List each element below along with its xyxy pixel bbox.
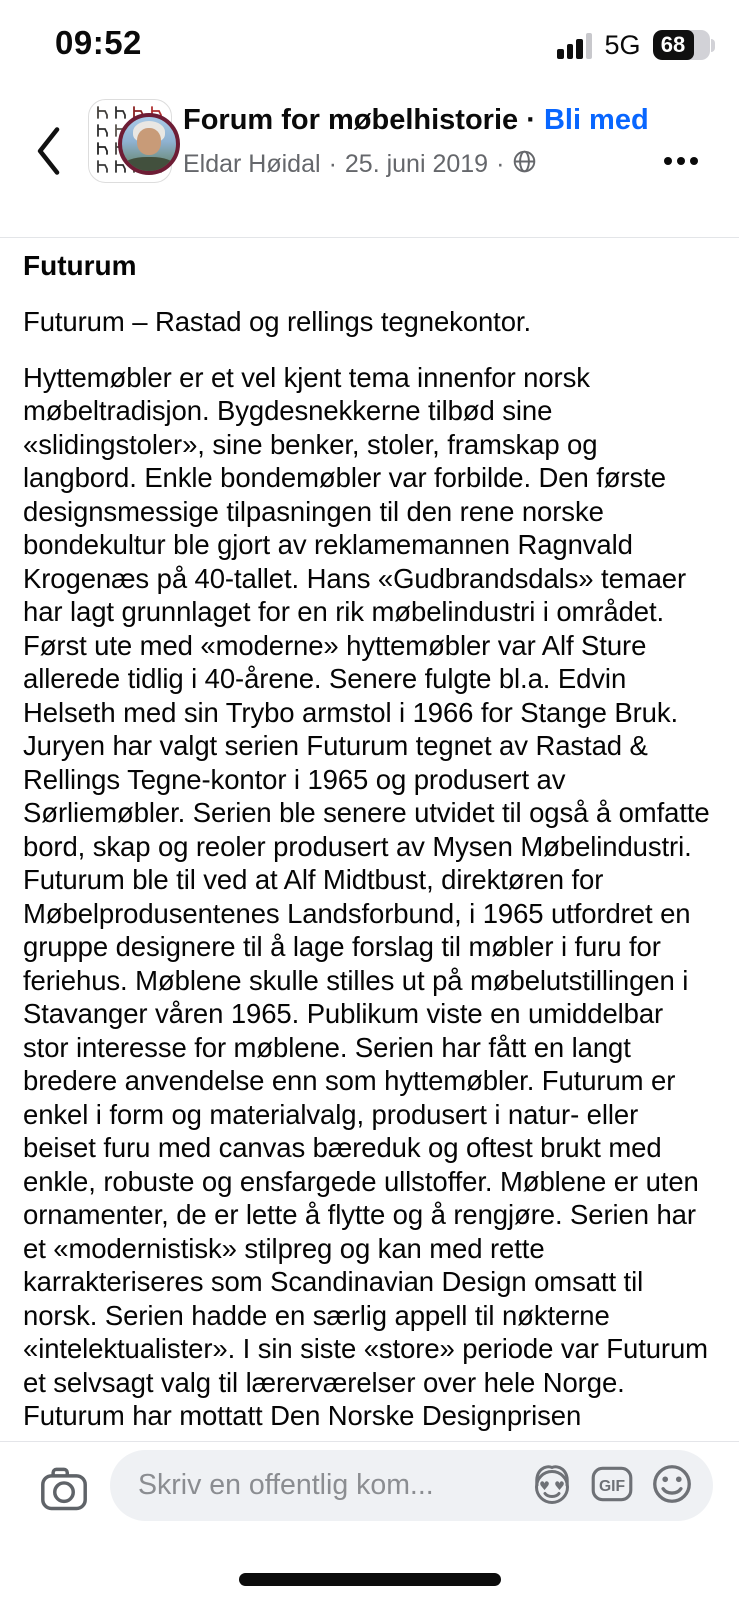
post-meta <box>183 147 661 181</box>
avatar-face <box>137 128 161 155</box>
more-button[interactable] <box>655 146 707 176</box>
svg-text:♥: ♥ <box>554 1479 565 1493</box>
post-body <box>0 239 739 1600</box>
battery-icon <box>653 30 716 60</box>
post-paragraph: Futurum – Rastad og rellings tegnekontor. <box>23 306 531 337</box>
avatar-heart-eyes-icon <box>529 1461 575 1510</box>
group-name[interactable]: Forum for møbelhistorie <box>183 104 519 136</box>
post-paragraph: Hyttemøbler er et vel kjent tema innenfor norsk møbeltradisjon. Bygdesnekkerne tilbød sine «slidingstoler», sine benker, stoler, framskap og langbord. Enkle bondemøbler var forbilde. Den første designsmessige tilpasningen til den rene norske bondekultur ble gjort av reklamemannen Ragnvald Krogenæs på 40-tallet. Hans «Gudbrandsdals» temaer har lagt grunnlaget for en rik møbelindustri i området. Først ute med «moderne» hyttemøbler var Alf Sture allerede tidlig i 40-årene. Senere fulgte bl.a. Edvin Helseth med sin Trybo armstol i 1966 for Stange Bruk. Juryen har valgt serien Futurum tegnet av Rastad & Rellings Tegne-kontor i 1965 og produsert av Sørliemøbler. Serien ble senere utvidet til også å omfatte bord, skap og reoler produsert av Mysen Møbelindustri. Futurum ble til ved at Alf Midtbust, direktøren for Møbelprodusentenes Landsforbund, i 1965 utfordret en gruppe designere til å lage forslag til møbler i furu for feriehus. Møblene skulle stilles ut på møbelutstillingen i Stavanger våren 1965. Publikum viste en umiddelbar stor interesse for møblene. Serien har fått en langt bredere anvendelse enn som hyttemøbler. Futurum er enkel i form og materialvalg, produsert i natur- eller beiset furu med canvas bæreduk og oftest brukt med enkle, robuste og ensfargede ullstoffer. Møblene er uten ornamenter, de er lette å flytte og å rengjøre. Serien har et «modernistisk» stilpreg og kan med rette karrakteriseres som Scandinavian Design omsatt til norsk. Serien hadde en særlig appell til nøkterne «intelektualister». I sin siste «store» periode var Futurum et selvsagt valg til lærerværelser over hele Norge. Futurum har mottatt Den Norske Designprisen <box>23 361 710 1431</box>
emoji-button[interactable] <box>647 1461 697 1511</box>
back-button[interactable] <box>28 124 68 180</box>
globe-icon <box>512 149 537 181</box>
composer-icons <box>527 1461 697 1511</box>
author-avatar[interactable] <box>118 113 180 175</box>
meta-dot-separator: · <box>328 149 337 178</box>
status-time: 09:52 <box>55 24 142 61</box>
battery-percent: 68 <box>660 32 686 57</box>
comment-bar <box>0 1441 739 1600</box>
comment-placeholder: Skriv en offentlig kom... <box>138 1469 434 1501</box>
meta-dot-separator: · <box>496 149 505 178</box>
home-indicator[interactable] <box>239 1573 501 1586</box>
post-header <box>0 90 739 238</box>
gif-icon <box>588 1461 636 1510</box>
status-bar <box>0 0 739 90</box>
smiley-icon <box>649 1461 695 1510</box>
post-title: Futurum <box>23 250 137 281</box>
post-date: 25. juni 2019 <box>344 149 489 178</box>
gif-label: GIF <box>598 1477 626 1495</box>
camera-icon <box>39 1502 89 1517</box>
status-indicators <box>557 0 715 90</box>
join-link[interactable]: Bli med <box>543 104 649 136</box>
gif-button[interactable] <box>587 1461 637 1511</box>
svg-text:♥: ♥ <box>539 1479 550 1493</box>
cellular-signal-icon <box>557 32 592 59</box>
network-type-label: 5G <box>604 29 641 60</box>
comment-input[interactable] <box>110 1450 713 1521</box>
ukraine-flag-badge <box>139 158 159 170</box>
avatar-sticker-button[interactable] <box>527 1461 577 1511</box>
author-name[interactable]: Eldar Høidal <box>183 149 321 178</box>
title-dot-separator: · <box>526 104 536 136</box>
ellipsis-icon <box>664 157 698 165</box>
group-title-line <box>183 101 661 140</box>
header-title-block <box>183 101 661 181</box>
camera-button[interactable] <box>38 1466 90 1516</box>
chevron-left-icon <box>31 165 65 180</box>
group-avatar[interactable] <box>88 99 172 183</box>
